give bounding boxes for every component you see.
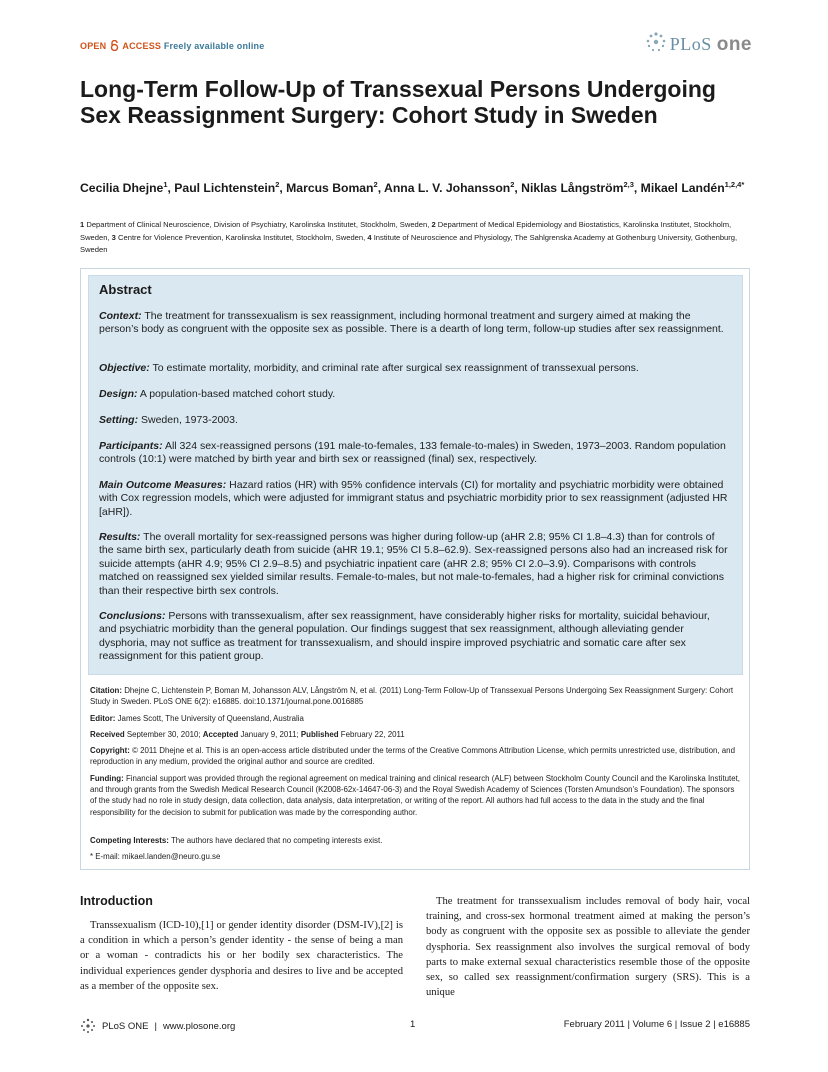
- page-number: 1: [410, 1019, 416, 1030]
- affiliations: [80, 219, 752, 257]
- author-list: Cecilia Dhejne$^1$, Paul Lichtenstein$^2$, Marcus Boman$^2$, Anna L. V. Johansson$^2$, Niklas Långström$^{2,3}$, Mikael Landén$^{1,2,4*}$: [80, 180, 745, 196]
- introduction-heading: Introduction: [80, 894, 153, 908]
- abstract-section: [99, 531, 730, 598]
- abstract-section-label: Setting:: [99, 414, 139, 426]
- abstract-section-text: Hazard ratios (HR) with 95% confidence intervals (CI) for mortality and psychiatric morbidity were obtained with Cox regression models, which were adjusted for immigrant status and psychiatric morbidity prior to sex reassignment (adjusted HR [aHR]).: [99, 479, 728, 518]
- abstract-section-label: Objective:: [99, 362, 150, 374]
- abstract-section: [99, 414, 730, 427]
- plos-footer-icon: [80, 1018, 96, 1034]
- received-label: Received: [90, 730, 125, 739]
- published-date: February 22, 2011: [338, 730, 405, 739]
- affiliation-text: Department of Clinical Neuroscience, Division of Psychiatry, Karolinska Institutet, Stockholm, Sweden,: [84, 220, 432, 229]
- abstract-section-label: Participants:: [99, 440, 163, 452]
- abstract-section: [99, 388, 730, 401]
- article-title: Long-Term Follow-Up of Transsexual Persons Undergoing Sex Reassignment Surgery: Cohort Study in Sweden: [80, 76, 716, 128]
- abstract-section-text: The treatment for transsexualism is sex reassignment, including hormonal treatment and surgery aimed at making the person’s body as congruent with the opposite sex as possible. There is a dearth of long term, follow-up studies after sex reassignment.: [99, 310, 724, 336]
- open-access-lock-icon: [110, 40, 119, 51]
- citation-text: Dhejne C, Lichtenstein P, Boman M, Johansson ALV, Långström N, et al. (2011) Long-Term Follow-Up of Transsexual Persons Undergoing Sex Reassignment Surgery: Cohort Study in Sweden. PLoS ONE 6(2): e16885. doi:10.1371/journal.pone.0016885: [90, 686, 734, 707]
- abstract-section: [99, 479, 730, 519]
- author-name: Niklas Långström: [521, 181, 624, 196]
- affiliation-number: 3: [111, 232, 116, 242]
- open-access-badge: [80, 40, 264, 51]
- abstract-section-label: Conclusions:: [99, 610, 166, 622]
- corresponding-email[interactable]: * E-mail: mikael.landen@neuro.gu.se: [90, 852, 221, 861]
- plos-one-wordmark: PLoS one: [669, 34, 752, 55]
- journal-header: [80, 34, 752, 58]
- abstract-section: [99, 310, 730, 337]
- citation: [90, 685, 742, 707]
- footer-journal: [80, 1018, 235, 1034]
- funding-text: Financial support was provided through the regional agreement on medical training and clinical research (ALF) between Stockholm County Council and the Karolinska Institutet, and through grants from the Swedish Medical Research Council (K2008-62x-14647-06-3) and the Royal Swedish Academy of Sciences (Torsten Amundson’s Foundation). The sponsors of the study had no role in study design, data collection, data analysis, data interpretation, or writing of the report. All authors had full access to the data in the study and the final responsibility for the decision to submit for publication was made by the corresponding author.: [90, 774, 740, 817]
- author-affiliation-marker: 1: [163, 180, 168, 189]
- abstract-section: [99, 610, 730, 664]
- author-name: Paul Lichtenstein: [174, 181, 276, 196]
- abstract-section-label: Main Outcome Measures:: [99, 479, 227, 491]
- author-affiliation-marker: 2: [275, 180, 280, 189]
- competing-interests-label: Competing Interests:: [90, 836, 169, 845]
- affiliation-text: Centre for Violence Prevention, Karolinska Institutet, Stockholm, Sweden,: [115, 232, 368, 242]
- footer-website-link[interactable]: www.plosone.org: [162, 1020, 236, 1032]
- freely-available-label: Freely available online: [163, 41, 265, 51]
- author-name: Marcus Boman: [286, 181, 374, 196]
- author-name: Mikael Landén: [640, 181, 725, 196]
- body-right-column: [426, 894, 750, 1000]
- open-access-prefix: OPEN: [80, 41, 107, 51]
- footer-separator: |: [154, 1020, 157, 1032]
- author-affiliation-marker: 2: [373, 180, 378, 189]
- open-access-suffix: ACCESS: [122, 41, 162, 51]
- abstract-box: [88, 275, 743, 675]
- copyright: [90, 745, 742, 767]
- abstract-section-text: The overall mortality for sex-reassigned persons was higher during follow-up (aHR 2.8; 95% CI 1.8–4.3) than for controls of the same birth sex, particularly death from suicide (aHR 19.1; 95% CI 5.8–62.9). Sex-reassigned persons also had an increased risk for suicide attempts (aHR 4.9; 95% CI 2.9–8.5) and psychiatric inpatient care (aHR 2.8; 95% CI 2.0–3.9). Comparisons with controls matched on reassigned sex yielded similar results. Female-to-males, but not male-to-females, had a higher risk for criminal convictions than their respective birth sex controls.: [99, 531, 728, 597]
- accepted-label: Accepted: [202, 730, 239, 739]
- abstract-section-label: Design:: [99, 388, 138, 400]
- funding-label: Funding:: [90, 774, 124, 783]
- affiliation-text: Department of Medical Epidemiology and Biostatistics, Karolinska Institutet, Stockholm, Sweden,: [80, 220, 732, 242]
- introduction-paragraph: Transsexualism (ICD-10),[1] or gender identity disorder (DSM-IV),[2] is a condition in which a person’s gender identity - the sense of being a man or a woman - contradicts his or her bodily sex characteristics. The individual experiences gender dysphoria and desires to live and be accepted as a member of the opposite sex.: [80, 920, 403, 992]
- abstract-section-text: Persons with transsexualism, after sex reassignment, have considerably higher risks for mortality, suicidal behaviour, and psychiatric morbidity than the general population. Our findings suggest that sex reassignment, although alleviating gender dysphoria, may not suffice as treatment for transsexualism, and should inspire improved psychiatric and somatic care after sex reassignment for this patient group.: [99, 610, 710, 663]
- author-affiliation-marker: 2: [510, 180, 515, 189]
- competing-interests: [90, 835, 742, 846]
- abstract-section-label: Context:: [99, 310, 142, 322]
- abstract-section-text: To estimate mortality, morbidity, and criminal rate after surgical sex reassignment of transsexual persons.: [149, 362, 639, 374]
- dates: [90, 729, 742, 740]
- issue-info: February 2011 | Volume 6 | Issue 2 | e16885: [563, 1019, 750, 1030]
- published-label: Published: [300, 730, 339, 739]
- author-name: Cecilia Dhejne: [80, 181, 164, 196]
- author-affiliation-marker: 2,3: [623, 180, 634, 189]
- author-name: Anna L. V. Johansson: [384, 181, 511, 196]
- author-affiliation-marker: 1,2,4*: [724, 180, 745, 189]
- affiliation-number: 4: [367, 232, 372, 242]
- funding: [90, 773, 742, 818]
- copyright-text: © 2011 Dhejne et al. This is an open-access article distributed under the terms of the Creative Commons Attribution License, which permits unrestricted use, distribution, and reproduction in any medium, provided the original author and source are credited.: [90, 746, 735, 767]
- footer-journal-name: PLoS ONE: [102, 1020, 149, 1032]
- plos-one-logo: [645, 24, 752, 56]
- citation-label: Citation:: [90, 686, 122, 695]
- affiliation-number: 1: [80, 220, 85, 229]
- treatment-paragraph: The treatment for transsexualism includes removal of body hair, vocal training, and cross-sex hormonal treatment aimed at making the person’s body as congruent with the opposite sex as possible to alleviate the gender dysphoria. Sex reassignment also involves the surgical removal of body parts to make external sexual characteristics resemble those of the opposite sex, so called sex reassignment/confirmation surgery (SRS). This is a unique: [426, 896, 750, 999]
- editor: [90, 713, 742, 724]
- affiliation-number: 2: [431, 220, 436, 229]
- abstract-section: [99, 362, 730, 375]
- accepted-date: January 9, 2011;: [238, 730, 301, 739]
- body-left-column: [80, 894, 403, 994]
- editor-label: Editor:: [90, 714, 116, 723]
- affiliation-text: Institute of Neuroscience and Physiology, The Sahlgrenska Academy at Gothenburg University, Gothenburg, Sweden: [80, 232, 738, 254]
- abstract-section-text: All 324 sex-reassigned persons (191 male-to-females, 133 female-to-males) in Sweden, 1973–2003. Random population controls (10:1) were matched by birth year and birth sex or reassigned (final) sex, respectively.: [99, 440, 726, 466]
- email-link[interactable]: [90, 851, 742, 862]
- editor-text: James Scott, The University of Queensland, Australia: [115, 714, 304, 723]
- plos-dots-icon: [645, 30, 667, 56]
- abstract-section-text: A population-based matched cohort study.: [137, 388, 336, 400]
- abstract-section: [99, 440, 730, 467]
- abstract-section-text: Sweden, 1973-2003.: [138, 414, 238, 426]
- received-date: September 30, 2010;: [124, 730, 203, 739]
- competing-interests-text: The authors have declared that no competing interests exist.: [168, 836, 383, 845]
- copyright-label: Copyright:: [90, 746, 130, 755]
- abstract-heading: Abstract: [99, 282, 152, 297]
- abstract-section-label: Results:: [99, 531, 141, 543]
